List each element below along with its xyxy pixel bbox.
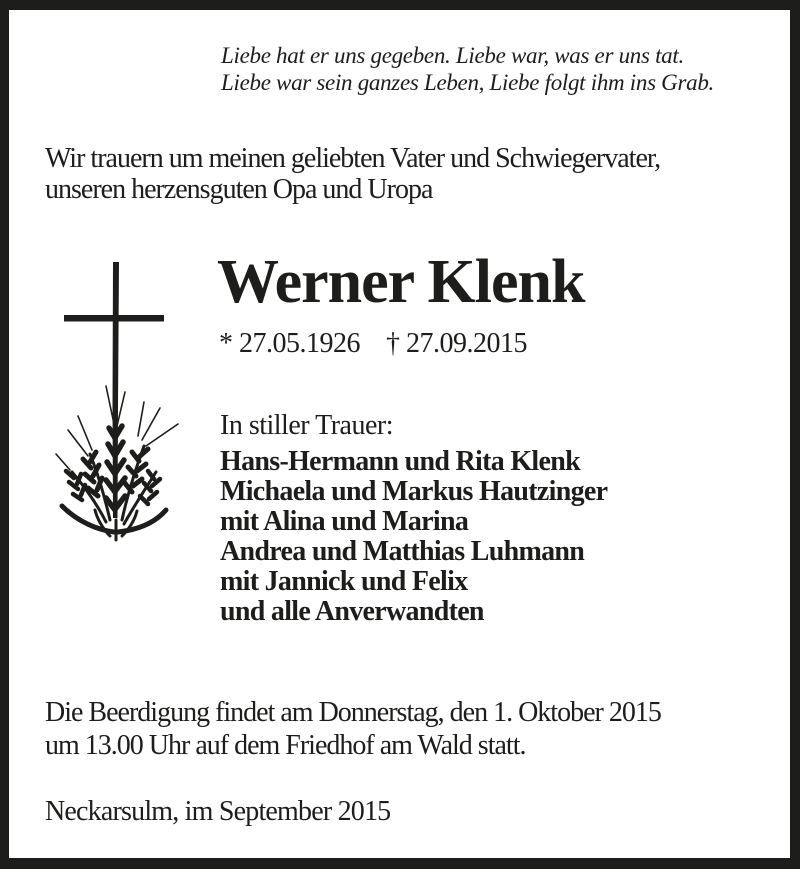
mourning-statement-line-2: unseren herzensguten Opa und Uropa xyxy=(45,174,433,205)
mourning-statement-line-1: Wir trauern um meinen geliebten Vater und Schwiegervater, xyxy=(45,143,661,174)
epigraph-line-1: Liebe hat er uns gegeben. Liebe war, was er uns tat. xyxy=(221,43,684,68)
mourner-line: Andrea und Matthias Luhmann xyxy=(220,536,585,567)
place-dateline: Neckarsulm, im September 2015 xyxy=(45,796,391,827)
mourner-line: Hans-Hermann und Rita Klenk xyxy=(220,446,580,477)
funeral-line-2: um 13.00 Uhr auf dem Friedhof am Wald statt. xyxy=(45,730,526,761)
birth-date: * 27.05.1926 xyxy=(219,328,360,359)
death-date: † 27.09.2015 xyxy=(386,328,527,359)
mourners-label: In stiller Trauer: xyxy=(220,410,393,441)
funeral-announcement xyxy=(45,696,661,762)
mourner-line: und alle Anverwandten xyxy=(220,596,484,627)
cross-wheat-icon xyxy=(52,258,184,558)
mourner-line: mit Alina und Marina xyxy=(220,506,469,537)
mourning-statement xyxy=(45,143,660,205)
funeral-line-1: Die Beerdigung findet am Donnerstag, den 1. Oktober 2015 xyxy=(45,697,661,728)
mourner-line: Michaela und Markus Hautzinger xyxy=(220,476,608,507)
life-dates xyxy=(219,329,527,359)
mourners-list xyxy=(220,447,607,627)
deceased-name: Werner Klenk xyxy=(217,248,585,316)
epigraph-verse xyxy=(221,42,714,96)
mourner-line: mit Jannick und Felix xyxy=(220,566,468,597)
epigraph-line-2: Liebe war sein ganzes Leben, Liebe folgt ihm ins Grab. xyxy=(221,70,714,95)
